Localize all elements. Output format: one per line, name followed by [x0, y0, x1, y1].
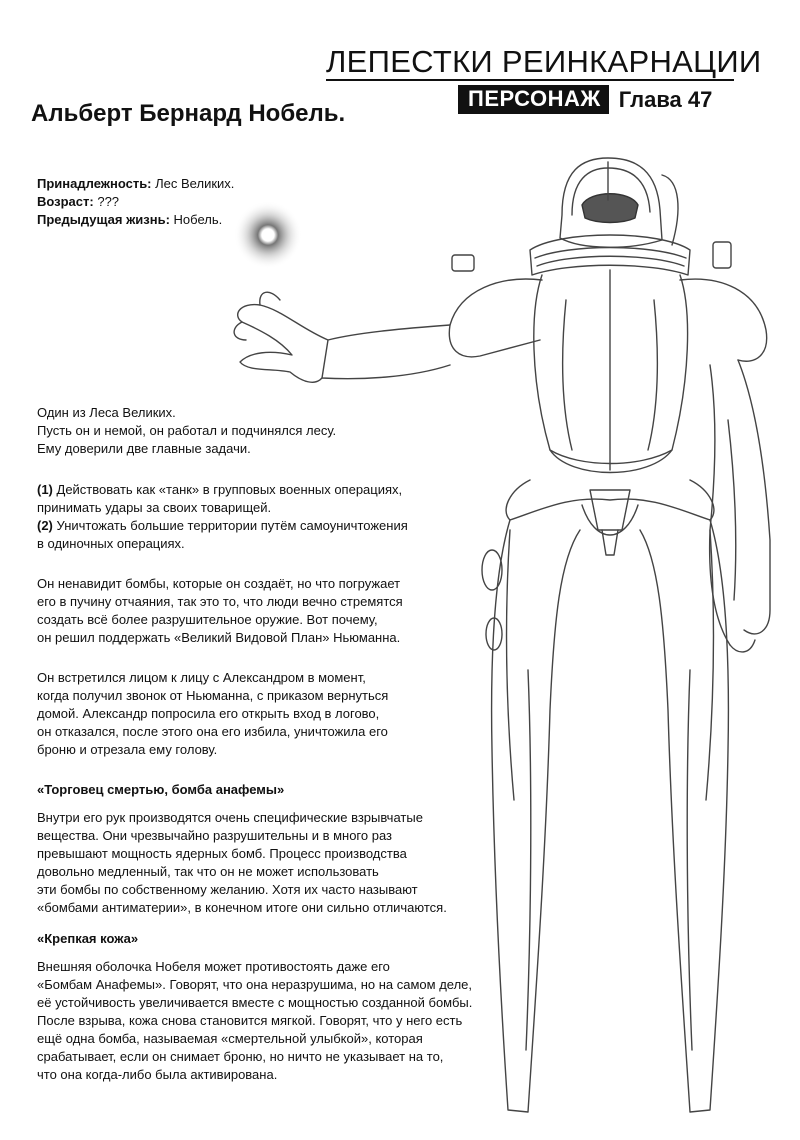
task-1 [37, 481, 408, 499]
intro-line: Пусть он и немой, он работал и подчинялся лесу. [37, 423, 337, 438]
character-info [37, 175, 234, 229]
paragraph-line: броню и отрезала ему голову. [37, 742, 218, 757]
paragraph-line: когда получил звонок от Ньюманна, с приказом вернуться [37, 688, 389, 703]
ability-line: превышают мощность ядерных бомб. Процесс производства [37, 846, 407, 861]
task-2-continued: в одиночных операциях. [37, 536, 185, 551]
task-2 [37, 517, 408, 535]
ability-line: «бомбами антиматерии», в конечном итоге они сильно отличаются. [37, 900, 447, 915]
intro-paragraph [37, 404, 336, 458]
ability-line: эти бомбы по собственному желанию. Хотя их часто называют [37, 882, 418, 897]
task-1-number: (1) [37, 482, 53, 497]
chapter-label-row [458, 85, 712, 114]
intro-line: Один из Леса Великих. [37, 405, 176, 420]
affiliation-value: Лес Великих. [155, 176, 235, 191]
bombs-paragraph [37, 575, 403, 647]
title-underline [326, 79, 734, 81]
past-life-label: Предыдущая жизнь: [37, 212, 170, 227]
series-title: ЛЕПЕСТКИ РЕИНКАРНАЦИИ [326, 44, 762, 79]
paragraph-line: Он ненавидит бомбы, которые он создаёт, но что погружает [37, 576, 401, 591]
task-1-text: Действовать как «танк» в групповых военных операциях, [56, 482, 403, 497]
affiliation-row [37, 175, 234, 193]
paragraph-line: он отказался, после этого она его избила, уничтожила его [37, 724, 388, 739]
ability-title: «Торговец смертью, бомба анафемы» [37, 782, 285, 797]
ability-line: «Бомбам Анафемы». Говорят, что она неразрушима, но на самом деле, [37, 977, 473, 992]
age-value: ??? [97, 194, 120, 209]
ability-line: После взрыва, кожа снова становится мягкой. Говорят, что у него есть [37, 1013, 463, 1028]
past-life-row [37, 211, 234, 229]
ability-line: вещества. Они чрезвычайно разрушительны и в много раз [37, 828, 393, 843]
ability-title: «Крепкая кожа» [37, 931, 139, 946]
ability-line: довольно медленный, так что он не может использовать [37, 864, 379, 879]
alexander-paragraph [37, 669, 388, 759]
task-2-text: Уничтожать большие территории путём самоуничтожения [56, 518, 408, 533]
ability-line: что она когда-либо была активирована. [37, 1067, 278, 1082]
ability-line: Внешняя оболочка Нобеля может противостоять даже его [37, 959, 390, 974]
paragraph-line: Он встретился лицом к лицу с Александром в момент, [37, 670, 366, 685]
paragraph-line: он решил поддержать «Великий Видовой План» Ньюманна. [37, 630, 401, 645]
past-life-value: Нобель. [173, 212, 223, 227]
ability-death-merchant [37, 781, 447, 917]
tasks-list [37, 481, 408, 553]
character-name: Альберт Бернард Нобель. [31, 100, 346, 127]
energy-orb [234, 201, 302, 269]
ability-line: срабатывает, если он снимает броню, но ничто не указывает на то, [37, 1049, 444, 1064]
ability-line: её устойчивость увеличивается вместе с мощностью созданной бомбы. [37, 995, 473, 1010]
intro-line: Ему доверили две главные задачи. [37, 441, 251, 456]
paragraph-line: домой. Александр попросила его открыть вход в логово, [37, 706, 380, 721]
paragraph-line: создать всё более разрушительное оружие. Вот почему, [37, 612, 378, 627]
ability-line: ещё одна бомба, называемая «смертельной улыбкой», которая [37, 1031, 423, 1046]
character-badge: ПЕРСОНАЖ [458, 85, 609, 114]
task-1-continued: принимать удары за своих товарищей. [37, 500, 272, 515]
ability-tough-skin [37, 930, 472, 1084]
affiliation-label: Принадлежность: [37, 176, 152, 191]
chapter-number: Глава 47 [618, 86, 713, 112]
ability-line: Внутри его рук производятся очень специфические взрывчатые [37, 810, 423, 825]
task-2-number: (2) [37, 518, 53, 533]
age-label: Возраст: [37, 194, 94, 209]
age-row [37, 193, 234, 211]
paragraph-line: его в пучину отчаяния, так это то, что люди вечно стремятся [37, 594, 403, 609]
